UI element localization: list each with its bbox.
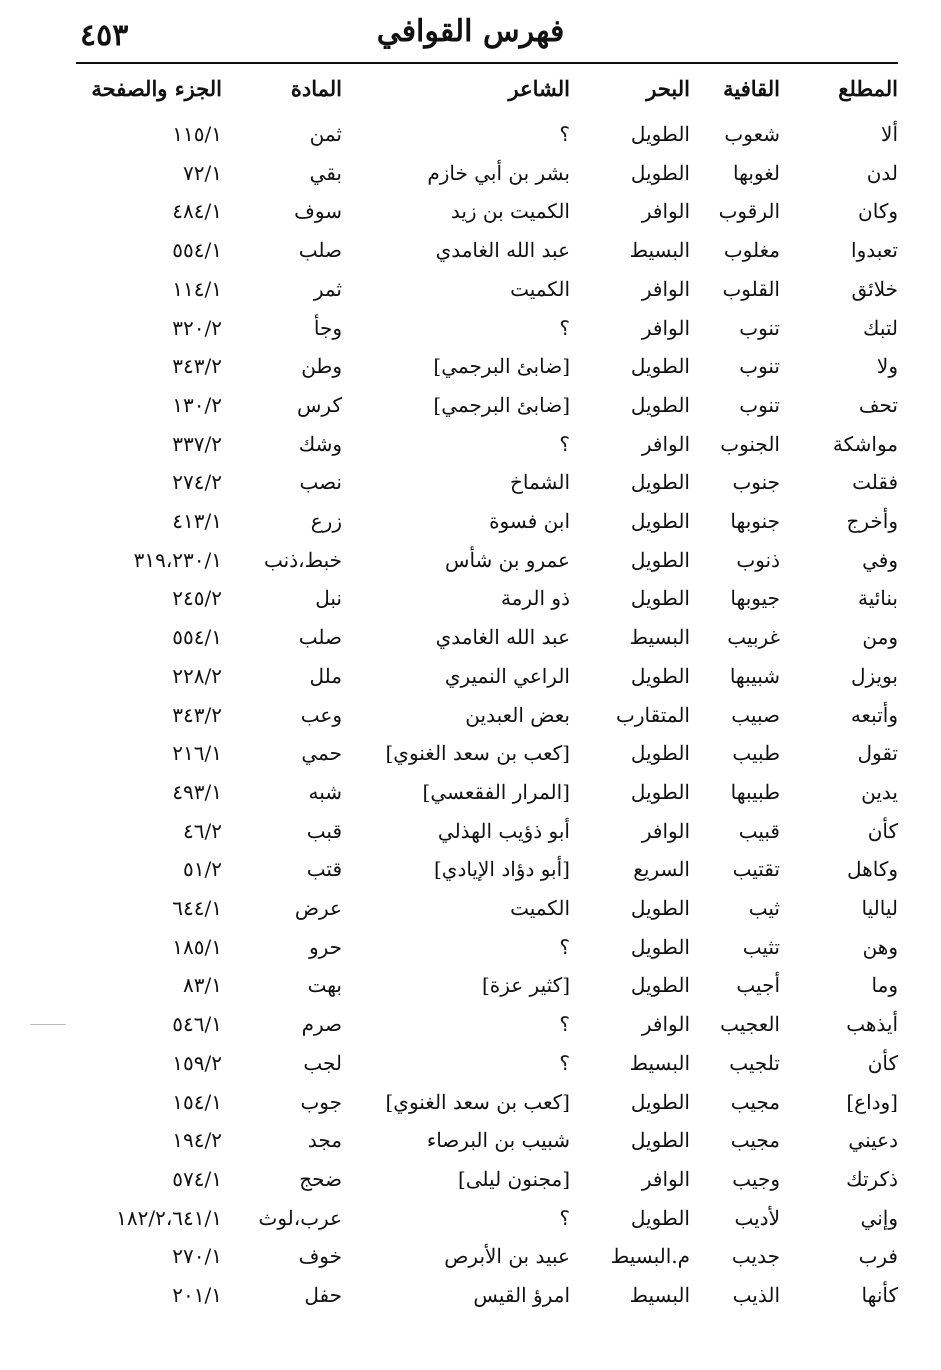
cell-juz: ٢٢٨/٢ xyxy=(172,663,222,688)
cell-matla: وكاهل xyxy=(847,857,898,882)
cell-bahr: الطويل xyxy=(630,354,690,379)
cell-qafiya: طبيبها xyxy=(730,779,780,804)
cell-bahr: البسيط xyxy=(629,1283,690,1307)
cell-shaer: عبد الله الغامدي xyxy=(435,625,570,650)
cell-qafiya: الجنوب xyxy=(720,431,780,456)
cell-qafiya: جيوبها xyxy=(730,586,780,611)
table-row xyxy=(76,347,898,385)
cell-juz: ٤٨٤/١ xyxy=(172,199,222,224)
cell-qafiya: غربيب xyxy=(727,625,780,650)
cell-madda: مجد xyxy=(307,1128,342,1153)
cell-shaer: [كثير عزة] xyxy=(481,973,570,998)
cell-matla: لدن xyxy=(866,160,898,185)
cell-madda: خبط،ذنب xyxy=(264,547,342,572)
cell-shaer: عمرو بن شأس xyxy=(445,547,570,572)
cell-bahr: الطويل xyxy=(630,392,690,417)
cell-matla: وهن xyxy=(862,934,898,959)
header-juz: الجزء والصفحة xyxy=(91,76,222,101)
cell-matla: وكان xyxy=(858,199,898,224)
cell-juz: ٨٣/١ xyxy=(183,973,222,998)
cell-madda: وطن xyxy=(301,354,342,379)
cell-shaer: ؟ xyxy=(559,1050,570,1075)
cell-bahr: م.البسيط xyxy=(610,1244,690,1269)
cell-matla: وإني xyxy=(860,1205,898,1230)
cell-qafiya: ثيب xyxy=(748,896,780,920)
cell-matla: فقلت xyxy=(852,470,898,495)
cell-madda: ملل xyxy=(309,663,342,688)
table-row xyxy=(76,309,898,347)
cell-qafiya: تقتيب xyxy=(732,857,780,882)
cell-shaer: ذو الرمة xyxy=(500,586,570,611)
cell-shaer: [ضابئ البرجمي] xyxy=(433,392,570,417)
table-row xyxy=(76,928,898,966)
cell-bahr: الطويل xyxy=(630,934,690,959)
cell-matla: خلائق xyxy=(851,276,898,301)
cell-shaer: عبيد بن الأبرص xyxy=(444,1244,570,1269)
cell-matla: تقول xyxy=(857,741,898,766)
cell-qafiya: طبيب xyxy=(732,741,780,766)
cell-shaer: بعض العبدين xyxy=(465,702,570,727)
table-row xyxy=(76,154,898,192)
cell-madda: حفل xyxy=(304,1283,342,1307)
table-row xyxy=(76,812,898,850)
cell-shaer: [كعب بن سعد الغنوي] xyxy=(385,741,570,766)
cell-qafiya: لأديب xyxy=(734,1205,780,1230)
cell-shaer: ؟ xyxy=(559,315,570,340)
cell-bahr: البسيط xyxy=(629,1050,690,1075)
cell-bahr: الطويل xyxy=(630,1128,690,1153)
table-row xyxy=(76,618,898,656)
cell-bahr: الطويل xyxy=(630,1205,690,1230)
cell-bahr: الوافر xyxy=(641,1166,690,1191)
cell-madda: بهت xyxy=(307,973,342,998)
cell-qafiya: تنوب xyxy=(739,315,780,340)
cell-madda: حرو xyxy=(308,934,342,959)
table-row xyxy=(76,850,898,888)
cell-bahr: الطويل xyxy=(630,896,690,920)
cell-matla: بويزل xyxy=(850,663,898,688)
cell-bahr: الطويل xyxy=(630,122,690,146)
cell-juz: ٣٣٧/٢ xyxy=(172,431,222,456)
cell-juz: ٦٤٤/١ xyxy=(172,896,222,920)
cell-bahr: البسيط xyxy=(629,238,690,263)
cell-bahr: الوافر xyxy=(641,1012,690,1037)
cell-shaer: الراعي النميري xyxy=(444,663,570,688)
cell-matla: ومن xyxy=(862,625,898,650)
cell-bahr: المتقارب xyxy=(616,702,690,727)
scan-mark xyxy=(30,1024,66,1025)
cell-shaer: شبيب بن البرصاء xyxy=(426,1128,570,1153)
cell-bahr: الطويل xyxy=(630,779,690,804)
cell-juz: ١١٥/١ xyxy=(172,122,222,146)
cell-madda: جوب xyxy=(300,1089,342,1114)
cell-shaer: بشر بن أبي خازم xyxy=(427,160,570,185)
table-row xyxy=(76,115,898,153)
cell-juz: ٣٤٣/٢ xyxy=(172,354,222,379)
table-row xyxy=(76,1199,898,1237)
cell-madda: وعب xyxy=(300,702,342,727)
cell-juz: ٢٠١/١ xyxy=(172,1283,222,1307)
cell-juz: ٤٦/٢ xyxy=(183,818,222,843)
table-row xyxy=(76,889,898,927)
cell-madda: نصب xyxy=(299,470,342,495)
cell-madda: لجب xyxy=(303,1050,342,1075)
cell-qafiya: تنوب xyxy=(739,392,780,417)
cell-bahr: الطويل xyxy=(630,547,690,572)
cell-shaer: ؟ xyxy=(559,934,570,959)
table-row xyxy=(76,231,898,269)
cell-madda: خوف xyxy=(298,1244,342,1269)
cell-shaer: الكميت xyxy=(510,276,570,301)
cell-shaer: [مجنون ليلى] xyxy=(457,1166,570,1191)
header-rule xyxy=(76,62,898,64)
table-row xyxy=(76,425,898,463)
cell-madda: صرم xyxy=(301,1012,342,1037)
table-row xyxy=(76,1160,898,1198)
cell-juz: ٧٢/١ xyxy=(183,160,222,185)
cell-qafiya: جديب xyxy=(731,1244,780,1269)
cell-qafiya: لغوبها xyxy=(733,160,780,185)
cell-bahr: الطويل xyxy=(630,1089,690,1114)
cell-qafiya: تلجيب xyxy=(729,1050,780,1075)
cell-madda: بقي xyxy=(309,160,342,185)
cell-qafiya: مجيب xyxy=(730,1128,780,1153)
cell-matla: وأتبعه xyxy=(850,702,898,727)
cell-bahr: البسيط xyxy=(629,625,690,650)
cell-juz: ١٥٩/٢ xyxy=(172,1050,222,1075)
cell-juz: ٢١٦/١ xyxy=(172,741,222,766)
cell-shaer: الكميت xyxy=(510,896,570,920)
cell-matla: ذكرتك xyxy=(846,1166,898,1191)
cell-qafiya: تنوب xyxy=(739,354,780,379)
cell-bahr: السريع xyxy=(633,857,690,882)
cell-matla: وأخرج xyxy=(846,509,898,533)
cell-matla: كأن xyxy=(867,1050,898,1075)
cell-qafiya: قبيب xyxy=(738,818,780,843)
cell-juz: ٣١٩،٢٣٠/١ xyxy=(133,547,222,572)
cell-matla: دعيني xyxy=(848,1128,898,1153)
cell-juz: ٥٥٤/١ xyxy=(172,238,222,263)
cell-shaer: عبد الله الغامدي xyxy=(435,238,570,263)
header-madda: المادة xyxy=(290,76,342,101)
cell-madda: صلب xyxy=(298,238,342,263)
cell-bahr: الطويل xyxy=(630,973,690,998)
table-row xyxy=(76,502,898,540)
cell-qafiya: صبيب xyxy=(731,702,780,727)
table-row xyxy=(76,696,898,734)
cell-shaer: ابن فسوة xyxy=(489,509,570,533)
cell-qafiya: الذيب xyxy=(732,1283,780,1307)
cell-matla: كأن xyxy=(867,818,898,843)
cell-qafiya: شعوب xyxy=(724,122,780,146)
cell-matla: بنائية xyxy=(857,586,898,611)
table-row xyxy=(76,966,898,1004)
cell-bahr: الطويل xyxy=(630,509,690,533)
cell-juz: ٢٧٤/٢ xyxy=(172,470,222,495)
cell-madda: وجأ xyxy=(313,315,342,340)
cell-juz: ٤١٣/١ xyxy=(172,509,222,533)
cell-shaer: ؟ xyxy=(559,431,570,456)
cell-matla: ألا xyxy=(881,122,898,146)
cell-madda: كرس xyxy=(297,392,342,417)
cell-juz: ٢٤٥/٢ xyxy=(172,586,222,611)
table-row xyxy=(76,1237,898,1275)
cell-bahr: الطويل xyxy=(630,663,690,688)
cell-matla: وما xyxy=(871,973,898,998)
cell-juz: ١٣٠/٢ xyxy=(172,392,222,417)
cell-bahr: الوافر xyxy=(641,276,690,301)
cell-bahr: الوافر xyxy=(641,431,690,456)
table-row xyxy=(76,541,898,579)
cell-matla: [وداع] xyxy=(846,1089,898,1114)
header-shaer: الشاعر xyxy=(508,76,570,101)
table-row xyxy=(76,1276,898,1314)
cell-juz: ٣٢٠/٢ xyxy=(172,315,222,340)
cell-qafiya: شبيبها xyxy=(729,663,780,688)
cell-matla: تحف xyxy=(858,392,898,417)
table-row xyxy=(76,657,898,695)
table-row xyxy=(76,270,898,308)
cell-qafiya: جنوبها xyxy=(730,509,780,533)
cell-matla: تعبدوا xyxy=(851,238,898,263)
table-header xyxy=(76,70,898,108)
cell-juz: ١٨٢/٢،٦٤١/١ xyxy=(116,1205,222,1230)
cell-madda: قبب xyxy=(306,818,342,843)
cell-matla: فرب xyxy=(858,1244,898,1269)
table-row xyxy=(76,734,898,772)
cell-matla: لتبك xyxy=(862,315,898,340)
cell-bahr: الطويل xyxy=(630,741,690,766)
page-number: ٤٥٣ xyxy=(80,18,129,53)
cell-shaer: [المرار الفقعسي] xyxy=(422,779,570,804)
cell-madda: نبل xyxy=(315,586,342,611)
cell-qafiya: تثيب xyxy=(742,934,780,959)
page-title: فهرس القوافي xyxy=(376,14,565,49)
header-qafiya: القافية xyxy=(723,76,780,101)
cell-juz: ٥٥٤/١ xyxy=(172,625,222,650)
cell-juz: ٥١/٢ xyxy=(183,857,222,882)
cell-qafiya: جنوب xyxy=(732,470,780,495)
cell-qafiya: ذنوب xyxy=(736,547,780,572)
cell-matla: يدين xyxy=(861,779,898,804)
cell-bahr: الوافر xyxy=(641,315,690,340)
cell-shaer: [ضابئ البرجمي] xyxy=(433,354,570,379)
cell-qafiya: وجيب xyxy=(732,1166,780,1191)
cell-qafiya: أجيب xyxy=(736,973,780,998)
cell-matla: ولا xyxy=(876,354,898,379)
cell-shaer: الشماخ xyxy=(509,470,570,495)
cell-juz: ١٩٤/٢ xyxy=(172,1128,222,1153)
cell-madda: حمي xyxy=(301,741,342,766)
table-row xyxy=(76,1121,898,1159)
cell-bahr: الطويل xyxy=(630,160,690,185)
table-row xyxy=(76,773,898,811)
cell-shaer: امرؤ القيس xyxy=(473,1283,570,1307)
cell-juz: ٥٤٦/١ xyxy=(172,1012,222,1037)
header-matla: المطلع xyxy=(838,76,898,101)
cell-juz: ٢٧٠/١ xyxy=(172,1244,222,1269)
cell-madda: شبه xyxy=(308,779,342,804)
cell-madda: ثمر xyxy=(313,276,342,301)
cell-madda: ضحج xyxy=(299,1166,342,1191)
cell-juz: ٣٤٣/٢ xyxy=(172,702,222,727)
cell-matla: كأنها xyxy=(861,1283,898,1307)
table-row xyxy=(76,579,898,617)
cell-madda: قتب xyxy=(306,857,342,882)
cell-matla: أيذهب xyxy=(846,1012,898,1037)
table-row xyxy=(76,1005,898,1043)
cell-shaer: أبو ذؤيب الهذلي xyxy=(437,818,570,843)
cell-juz: ٤٩٣/١ xyxy=(172,779,222,804)
cell-matla: وفي xyxy=(862,547,898,572)
cell-shaer: [كعب بن سعد الغنوي] xyxy=(385,1089,570,1114)
cell-madda: ثمن xyxy=(309,122,342,146)
cell-shaer: ؟ xyxy=(559,1205,570,1230)
cell-shaer: ؟ xyxy=(559,1012,570,1037)
cell-juz: ١٥٤/١ xyxy=(172,1089,222,1114)
cell-qafiya: مغلوب xyxy=(723,238,780,263)
cell-madda: عرب،لوث xyxy=(258,1205,342,1230)
cell-juz: ١٨٥/١ xyxy=(172,934,222,959)
cell-madda: عرض xyxy=(294,896,342,920)
cell-madda: سوف xyxy=(294,199,342,224)
table-row xyxy=(76,192,898,230)
cell-juz: ١١٤/١ xyxy=(172,276,222,301)
table-row xyxy=(76,463,898,501)
cell-bahr: الطويل xyxy=(630,586,690,611)
table-row xyxy=(76,1044,898,1082)
cell-juz: ٥٧٤/١ xyxy=(172,1166,222,1191)
cell-matla: مواشكة xyxy=(832,431,898,456)
header-bahr: البحر xyxy=(646,76,690,101)
cell-madda: زرع xyxy=(310,509,342,533)
table-row xyxy=(76,1083,898,1121)
cell-madda: وشك xyxy=(298,431,342,456)
cell-matla: لياليا xyxy=(861,896,898,920)
cell-qafiya: القلوب xyxy=(722,276,780,301)
cell-bahr: الوافر xyxy=(641,818,690,843)
cell-shaer: الكميت بن زيد xyxy=(450,199,570,224)
cell-shaer: ؟ xyxy=(559,122,570,146)
cell-qafiya: مجيب xyxy=(730,1089,780,1114)
cell-qafiya: الرقوب xyxy=(718,199,780,224)
cell-madda: صلب xyxy=(298,625,342,650)
cell-bahr: الوافر xyxy=(641,199,690,224)
table-row xyxy=(76,386,898,424)
cell-qafiya: العجيب xyxy=(720,1012,780,1037)
cell-shaer: [أبو دؤاد الإيادي] xyxy=(434,857,570,882)
cell-bahr: الطويل xyxy=(630,470,690,495)
